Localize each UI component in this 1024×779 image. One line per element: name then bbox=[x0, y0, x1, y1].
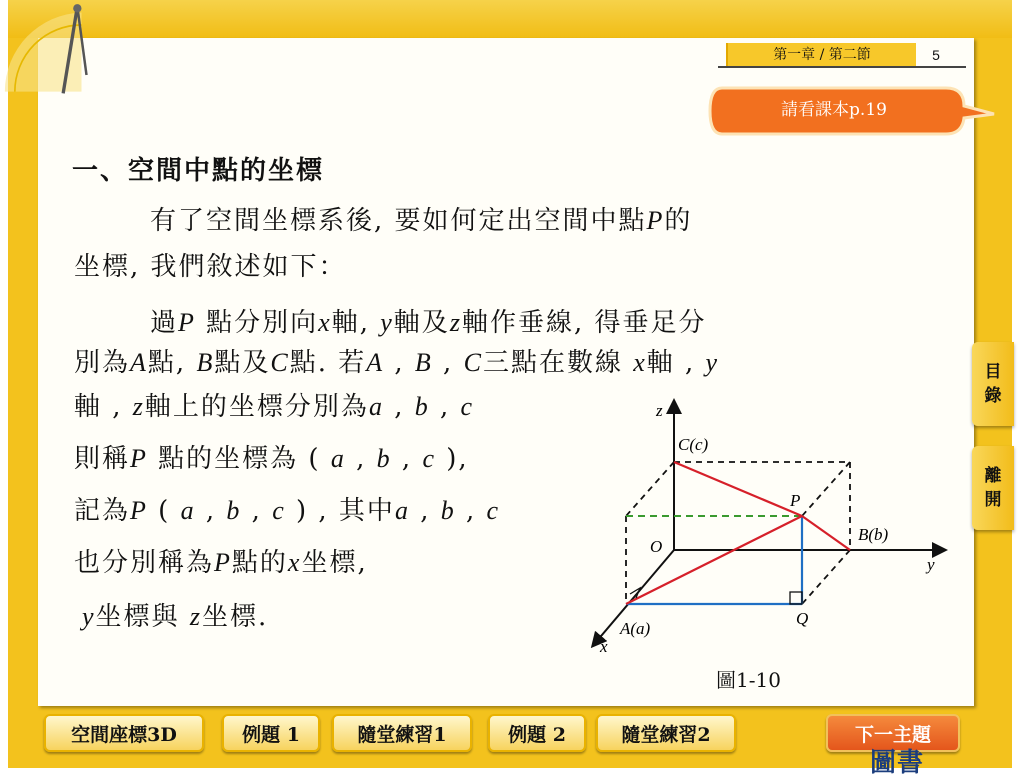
publisher-logo: 圖書 bbox=[870, 748, 925, 778]
paragraph-2-line-6: 也分別稱為P點的x坐標, bbox=[74, 548, 368, 578]
svg-text:y: y bbox=[927, 555, 935, 574]
paragraph-2-line-4: 則稱P 點的坐標為 ( a , b , c ), bbox=[74, 444, 469, 474]
paragraph-1-line-1: 有了空間坐標系後, 要如何定出空間中點P的 bbox=[150, 206, 693, 236]
coordinate-figure bbox=[590, 398, 950, 658]
svg-text:A(a): A(a) bbox=[620, 619, 651, 638]
nav-button-practice-2[interactable]: 隨堂練習2 bbox=[596, 714, 736, 752]
read-textbook-text: 請看課本p.19 bbox=[781, 100, 887, 120]
side-tab-exit[interactable]: 離 開 bbox=[972, 446, 1014, 530]
paragraph-2-line-5: 記為P ( a , b , c ) , 其中a , b , c bbox=[74, 496, 501, 526]
frame-top-band bbox=[8, 0, 1012, 38]
paragraph-2-line-3: 軸 , z軸上的坐標分別為a , b , c bbox=[74, 392, 475, 422]
paragraph-1-line-2: 坐標, 我們敘述如下： bbox=[74, 252, 347, 282]
svg-text:P: P bbox=[790, 491, 801, 510]
chapter-underline bbox=[718, 66, 966, 68]
chapter-tab bbox=[726, 42, 962, 68]
figure-caption: 圖1-10 bbox=[716, 668, 781, 692]
nav-button-example-1[interactable]: 例題 1 bbox=[222, 714, 320, 752]
section-heading: 一、空間中點的坐標 bbox=[72, 156, 325, 186]
next-topic-button[interactable]: 下一主題 bbox=[826, 714, 960, 752]
compass-protractor-icon bbox=[0, 0, 94, 100]
chapter-label: 第一章 / 第二節 bbox=[726, 43, 916, 67]
read-textbook-badge[interactable] bbox=[708, 84, 994, 136]
nav-button-practice-1[interactable]: 隨堂練習1 bbox=[332, 714, 472, 752]
nav-button-example-2[interactable]: 例題 2 bbox=[488, 714, 586, 752]
svg-text:x: x bbox=[600, 637, 608, 656]
svg-text:z: z bbox=[656, 401, 663, 420]
svg-text:Q: Q bbox=[796, 609, 809, 628]
paragraph-2-line-7: y坐標與 z坐標. bbox=[82, 602, 269, 632]
paragraph-2-line-2: 別為A點, B點及C點. 若A , B , C三點在數線 x軸 , y bbox=[74, 348, 720, 378]
svg-text:C(c): C(c) bbox=[678, 435, 709, 454]
side-tab-contents[interactable]: 目 錄 bbox=[972, 342, 1014, 426]
paragraph-2-line-1: 過P 點分別向x軸, y軸及z軸作垂線, 得垂足分 bbox=[150, 308, 707, 338]
page-number: 5 bbox=[932, 47, 940, 63]
svg-text:O: O bbox=[650, 537, 663, 556]
svg-text:B(b): B(b) bbox=[858, 525, 889, 544]
nav-button-3d-coordinates[interactable]: 空間座標3D bbox=[44, 714, 204, 752]
